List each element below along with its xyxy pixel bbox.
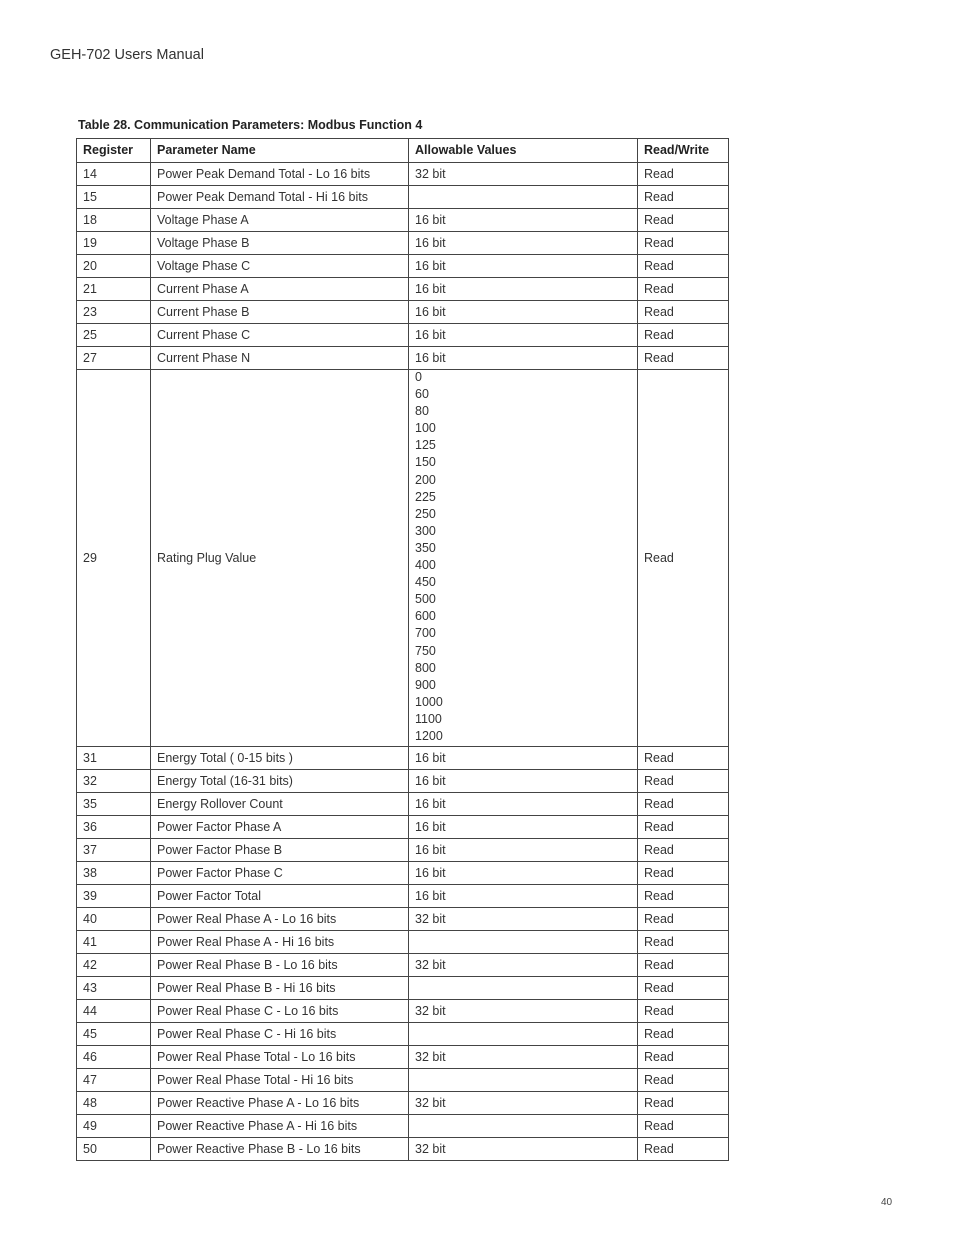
table-row bbox=[77, 1069, 729, 1092]
table-row bbox=[77, 1000, 729, 1023]
parameter-name-cell: Voltage Phase C bbox=[151, 255, 409, 278]
allowable-values-cell: 16 bit bbox=[409, 301, 638, 324]
parameter-name-cell: Energy Rollover Count bbox=[151, 793, 409, 816]
read-write-cell: Read bbox=[638, 793, 729, 816]
table-row bbox=[77, 1092, 729, 1115]
read-write-cell: Read bbox=[638, 747, 729, 770]
allowable-value-item: 80 bbox=[415, 404, 429, 419]
allowable-value-item: 800 bbox=[415, 660, 436, 675]
allowable-values-cell: 16 bit bbox=[409, 862, 638, 885]
register-cell: 50 bbox=[77, 1138, 151, 1161]
allowable-values-cell: 16 bit bbox=[409, 232, 638, 255]
register-cell: 27 bbox=[77, 347, 151, 370]
register-cell: 18 bbox=[77, 209, 151, 232]
allowable-values-cell bbox=[409, 186, 638, 209]
register-cell: 48 bbox=[77, 1092, 151, 1115]
parameter-name-cell: Power Factor Phase B bbox=[151, 839, 409, 862]
allowable-value-item: 1000 bbox=[415, 694, 443, 709]
allowable-value-item: 900 bbox=[415, 677, 436, 692]
table-header-row bbox=[77, 139, 729, 163]
parameter-name-cell: Power Real Phase B - Hi 16 bits bbox=[151, 977, 409, 1000]
allowable-values-cell bbox=[409, 1069, 638, 1092]
read-write-cell: Read bbox=[638, 977, 729, 1000]
register-cell: 49 bbox=[77, 1115, 151, 1138]
table-row bbox=[77, 1046, 729, 1069]
allowable-values-cell bbox=[409, 1023, 638, 1046]
allowable-values-cell: 16 bit bbox=[409, 278, 638, 301]
parameter-name-cell: Energy Total ( 0-15 bits ) bbox=[151, 747, 409, 770]
allowable-values-cell: 16 bit bbox=[409, 885, 638, 908]
allowable-value-item: 225 bbox=[415, 489, 436, 504]
parameter-name-cell: Power Real Phase C - Lo 16 bits bbox=[151, 1000, 409, 1023]
read-write-cell: Read bbox=[638, 209, 729, 232]
allowable-values-cell: 16 bit bbox=[409, 770, 638, 793]
read-write-cell: Read bbox=[638, 770, 729, 793]
allowable-values-cell: 32 bit bbox=[409, 1000, 638, 1023]
register-cell: 40 bbox=[77, 908, 151, 931]
allowable-value-item: 0 bbox=[415, 370, 422, 384]
parameter-name-cell: Voltage Phase A bbox=[151, 209, 409, 232]
register-cell: 44 bbox=[77, 1000, 151, 1023]
allowable-value-item: 1200 bbox=[415, 728, 443, 743]
parameter-name-cell: Power Real Phase Total - Hi 16 bits bbox=[151, 1069, 409, 1092]
column-header-parameter-name: Parameter Name bbox=[151, 139, 409, 163]
parameter-name-cell: Energy Total (16-31 bits) bbox=[151, 770, 409, 793]
read-write-cell: Read bbox=[638, 1115, 729, 1138]
allowable-values-cell: 32 bit bbox=[409, 1092, 638, 1115]
parameter-name-cell: Power Factor Phase A bbox=[151, 816, 409, 839]
register-cell: 46 bbox=[77, 1046, 151, 1069]
parameter-name-cell: Power Real Phase Total - Lo 16 bits bbox=[151, 1046, 409, 1069]
allowable-values-cell: 32 bit bbox=[409, 1138, 638, 1161]
allowable-values-cell: 16 bit bbox=[409, 324, 638, 347]
table-row bbox=[77, 954, 729, 977]
table-caption: Table 28. Communication Parameters: Modbus Function 4 bbox=[78, 118, 423, 132]
table-row bbox=[77, 324, 729, 347]
allowable-values-cell: 32 bit bbox=[409, 908, 638, 931]
column-header-register: Register bbox=[77, 139, 151, 163]
allowable-value-item: 125 bbox=[415, 438, 436, 453]
register-cell: 37 bbox=[77, 839, 151, 862]
read-write-cell: Read bbox=[638, 1069, 729, 1092]
allowable-values-cell: 16 bit bbox=[409, 347, 638, 370]
table-row bbox=[77, 255, 729, 278]
read-write-cell: Read bbox=[638, 862, 729, 885]
allowable-value-item: 450 bbox=[415, 575, 436, 590]
register-cell: 36 bbox=[77, 816, 151, 839]
table-row bbox=[77, 232, 729, 255]
allowable-value-item: 700 bbox=[415, 626, 436, 641]
parameter-name-cell: Current Phase A bbox=[151, 278, 409, 301]
register-cell: 14 bbox=[77, 163, 151, 186]
read-write-cell: Read bbox=[638, 301, 729, 324]
table-body bbox=[77, 163, 729, 1161]
read-write-cell: Read bbox=[638, 1092, 729, 1115]
read-write-cell: Read bbox=[638, 1138, 729, 1161]
table-row bbox=[77, 862, 729, 885]
table-row bbox=[77, 747, 729, 770]
allowable-value-item: 60 bbox=[415, 387, 429, 402]
allowable-values-cell: 16 bit bbox=[409, 209, 638, 232]
read-write-cell: Read bbox=[638, 885, 729, 908]
allowable-values-cell: 16 bit bbox=[409, 839, 638, 862]
read-write-cell: Read bbox=[638, 186, 729, 209]
allowable-value-item: 150 bbox=[415, 455, 436, 470]
allowable-value-item: 1100 bbox=[415, 711, 442, 726]
parameter-name-cell: Power Reactive Phase A - Hi 16 bits bbox=[151, 1115, 409, 1138]
register-cell: 42 bbox=[77, 954, 151, 977]
register-cell: 35 bbox=[77, 793, 151, 816]
allowable-value-item: 750 bbox=[415, 643, 436, 658]
document-header: GEH-702 Users Manual bbox=[50, 47, 204, 63]
register-cell: 21 bbox=[77, 278, 151, 301]
table-row bbox=[77, 816, 729, 839]
allowable-value-item: 300 bbox=[415, 523, 436, 538]
read-write-cell: Read bbox=[638, 370, 729, 747]
parameter-name-cell: Power Real Phase A - Lo 16 bits bbox=[151, 908, 409, 931]
read-write-cell: Read bbox=[638, 931, 729, 954]
allowable-values-cell bbox=[409, 931, 638, 954]
parameter-name-cell: Rating Plug Value bbox=[151, 370, 409, 747]
table-row bbox=[77, 186, 729, 209]
register-cell: 25 bbox=[77, 324, 151, 347]
allowable-values-cell bbox=[409, 977, 638, 1000]
register-cell: 23 bbox=[77, 301, 151, 324]
read-write-cell: Read bbox=[638, 1023, 729, 1046]
register-cell: 32 bbox=[77, 770, 151, 793]
table-row bbox=[77, 793, 729, 816]
allowable-values-cell: 32 bit bbox=[409, 1046, 638, 1069]
allowable-values-cell: 32 bit bbox=[409, 163, 638, 186]
read-write-cell: Read bbox=[638, 1000, 729, 1023]
table-row bbox=[77, 885, 729, 908]
register-cell: 29 bbox=[77, 370, 151, 747]
table-row bbox=[77, 301, 729, 324]
table-row bbox=[77, 1115, 729, 1138]
allowable-value-item: 600 bbox=[415, 609, 436, 624]
allowable-value-item: 200 bbox=[415, 472, 436, 487]
read-write-cell: Read bbox=[638, 255, 729, 278]
parameter-name-cell: Power Real Phase B - Lo 16 bits bbox=[151, 954, 409, 977]
column-header-read-write: Read/Write bbox=[638, 139, 729, 163]
allowable-values-cell: 32 bit bbox=[409, 954, 638, 977]
register-cell: 20 bbox=[77, 255, 151, 278]
register-cell: 38 bbox=[77, 862, 151, 885]
register-cell: 43 bbox=[77, 977, 151, 1000]
parameter-name-cell: Voltage Phase B bbox=[151, 232, 409, 255]
allowable-value-item: 250 bbox=[415, 506, 436, 521]
register-cell: 47 bbox=[77, 1069, 151, 1092]
table-row bbox=[77, 1023, 729, 1046]
allowable-values-cell: 16 bit bbox=[409, 747, 638, 770]
read-write-cell: Read bbox=[638, 954, 729, 977]
table-row bbox=[77, 278, 729, 301]
modbus-parameters-table bbox=[76, 138, 729, 1161]
page-number: 40 bbox=[881, 1197, 893, 1208]
table-row bbox=[77, 839, 729, 862]
parameter-name-cell: Current Phase N bbox=[151, 347, 409, 370]
parameter-name-cell: Current Phase B bbox=[151, 301, 409, 324]
allowable-values-cell bbox=[409, 370, 638, 747]
table-row bbox=[77, 977, 729, 1000]
table-row bbox=[77, 931, 729, 954]
table-row bbox=[77, 347, 729, 370]
register-cell: 45 bbox=[77, 1023, 151, 1046]
parameter-name-cell: Power Reactive Phase B - Lo 16 bits bbox=[151, 1138, 409, 1161]
parameter-name-cell: Power Peak Demand Total - Hi 16 bits bbox=[151, 186, 409, 209]
parameter-name-cell: Power Factor Phase C bbox=[151, 862, 409, 885]
table-row bbox=[77, 908, 729, 931]
column-header-allowable-values: Allowable Values bbox=[409, 139, 638, 163]
allowable-value-item: 400 bbox=[415, 558, 436, 573]
allowable-values-cell: 16 bit bbox=[409, 793, 638, 816]
parameter-name-cell: Power Real Phase A - Hi 16 bits bbox=[151, 931, 409, 954]
allowable-values-cell: 16 bit bbox=[409, 255, 638, 278]
read-write-cell: Read bbox=[638, 278, 729, 301]
register-cell: 41 bbox=[77, 931, 151, 954]
read-write-cell: Read bbox=[638, 1046, 729, 1069]
table-row bbox=[77, 209, 729, 232]
allowable-value-item: 350 bbox=[415, 540, 436, 555]
register-cell: 39 bbox=[77, 885, 151, 908]
read-write-cell: Read bbox=[638, 163, 729, 186]
table-row bbox=[77, 1138, 729, 1161]
register-cell: 19 bbox=[77, 232, 151, 255]
read-write-cell: Read bbox=[638, 839, 729, 862]
read-write-cell: Read bbox=[638, 816, 729, 839]
parameter-name-cell: Power Factor Total bbox=[151, 885, 409, 908]
allowable-value-item: 500 bbox=[415, 592, 436, 607]
read-write-cell: Read bbox=[638, 347, 729, 370]
table-row bbox=[77, 770, 729, 793]
parameter-name-cell: Current Phase C bbox=[151, 324, 409, 347]
register-cell: 31 bbox=[77, 747, 151, 770]
read-write-cell: Read bbox=[638, 232, 729, 255]
parameter-name-cell: Power Peak Demand Total - Lo 16 bits bbox=[151, 163, 409, 186]
parameter-name-cell: Power Reactive Phase A - Lo 16 bits bbox=[151, 1092, 409, 1115]
table-row bbox=[77, 163, 729, 186]
allowable-values-cell: 16 bit bbox=[409, 816, 638, 839]
parameter-name-cell: Power Real Phase C - Hi 16 bits bbox=[151, 1023, 409, 1046]
read-write-cell: Read bbox=[638, 324, 729, 347]
table-row bbox=[77, 370, 729, 747]
allowable-value-item: 100 bbox=[415, 421, 436, 436]
read-write-cell: Read bbox=[638, 908, 729, 931]
allowable-values-cell bbox=[409, 1115, 638, 1138]
register-cell: 15 bbox=[77, 186, 151, 209]
